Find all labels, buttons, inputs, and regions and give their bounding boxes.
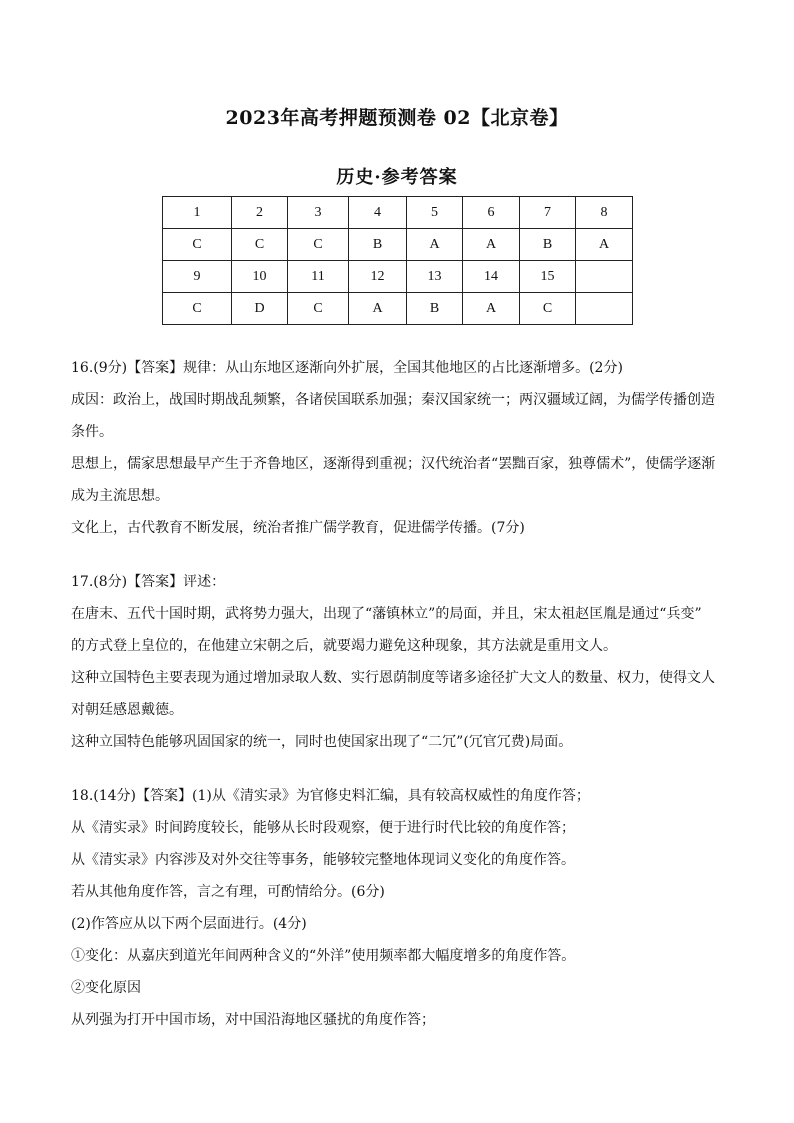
table-cell: A bbox=[349, 293, 407, 325]
table-cell: 12 bbox=[349, 261, 407, 293]
table-cell: C bbox=[163, 293, 232, 325]
table-cell bbox=[576, 261, 633, 293]
table-cell: D bbox=[232, 293, 288, 325]
table-cell: 10 bbox=[232, 261, 288, 293]
answer-line: 成因：政治上，战国时期战乱频繁，各诸侯国联系加强；秦汉国家统一；两汉疆域辽阔，为儒学传播创造 bbox=[71, 392, 715, 408]
table-cell: B bbox=[349, 229, 407, 261]
table-cell: 13 bbox=[407, 261, 463, 293]
table-cell: A bbox=[407, 229, 463, 261]
table-cell: C bbox=[288, 229, 349, 261]
table-row bbox=[163, 229, 633, 261]
answer-line: (2)作答应从以下两个层面进行。(4分) bbox=[71, 916, 307, 932]
answer-line: 若从其他角度作答，言之有理，可酌情给分。(6分) bbox=[71, 884, 385, 900]
table-cell: 2 bbox=[232, 197, 288, 229]
table-cell: 6 bbox=[463, 197, 520, 229]
answer-line: ②变化原因 bbox=[71, 980, 141, 996]
table-cell: B bbox=[407, 293, 463, 325]
table-cell: 9 bbox=[163, 261, 232, 293]
table-cell: B bbox=[520, 229, 576, 261]
table-cell: 1 bbox=[163, 197, 232, 229]
answer-line: 18.(14分)【答案】(1)从《清实录》为官修史料汇编，具有较高权威性的角度作答； bbox=[71, 788, 590, 804]
table-row bbox=[163, 293, 633, 325]
section-gap bbox=[71, 544, 731, 566]
answer-line: 对朝廷感恩戴德。 bbox=[71, 702, 183, 718]
table-cell: 5 bbox=[407, 197, 463, 229]
answer-table bbox=[162, 196, 633, 325]
answer-line: 思想上，儒家思想最早产生于齐鲁地区，逐渐得到重视；汉代统治者“罢黜百家，独尊儒术”，使儒学逐渐 bbox=[71, 456, 716, 472]
answer-q18 bbox=[71, 780, 731, 1036]
table-cell: 11 bbox=[288, 261, 349, 293]
table-cell: 4 bbox=[349, 197, 407, 229]
table-cell: C bbox=[288, 293, 349, 325]
answer-q17 bbox=[71, 566, 731, 758]
answer-line: ①变化：从嘉庆到道光年间两种含义的“外洋”使用频率都大幅度增多的角度作答。 bbox=[71, 948, 576, 964]
answer-line: 的方式登上皇位的，在他建立宋朝之后，就要竭力避免这种现象，其方法就是重用文人。 bbox=[71, 638, 617, 654]
answer-q16 bbox=[71, 352, 731, 544]
table-row bbox=[163, 197, 633, 229]
answer-line: 成为主流思想。 bbox=[71, 488, 169, 504]
answer-line: 文化上，古代教育不断发展，统治者推广儒学教育，促进儒学传播。(7分) bbox=[71, 520, 525, 536]
answer-line: 这种立国特色主要表现为通过增加录取人数、实行恩荫制度等诸多途径扩大文人的数量、权力，使得文人 bbox=[71, 670, 715, 686]
table-cell: 8 bbox=[576, 197, 633, 229]
answer-line: 这种立国特色能够巩固国家的统一，同时也使国家出现了“二冗”(冗官冗费)局面。 bbox=[71, 734, 573, 750]
table-cell: A bbox=[463, 293, 520, 325]
table-cell: 15 bbox=[520, 261, 576, 293]
table-cell: C bbox=[163, 229, 232, 261]
answer-content bbox=[71, 352, 731, 1036]
page-subtitle: 历史·参考答案 bbox=[336, 167, 458, 188]
answer-line: 17.(8分)【答案】评述： bbox=[71, 574, 226, 590]
answer-line: 从《清实录》时间跨度较长，能够从长时段观察，便于进行时代比较的角度作答； bbox=[71, 820, 575, 836]
table-cell: A bbox=[576, 229, 633, 261]
answer-line: 在唐末、五代十国时期，武将势力强大，出现了“藩镇林立”的局面，并且，宋太祖赵匡胤是通过“兵变” bbox=[71, 606, 702, 622]
table-cell: 7 bbox=[520, 197, 576, 229]
answer-line: 从列强为打开中国市场，对中国沿海地区骚扰的角度作答； bbox=[71, 1012, 435, 1028]
table-cell: C bbox=[232, 229, 288, 261]
table-row bbox=[163, 261, 633, 293]
table-cell: 14 bbox=[463, 261, 520, 293]
table-cell: A bbox=[463, 229, 520, 261]
table-cell bbox=[576, 293, 633, 325]
page-title: 2023年高考押题预测卷 02【北京卷】 bbox=[225, 107, 569, 129]
table-cell: 3 bbox=[288, 197, 349, 229]
table-cell: C bbox=[520, 293, 576, 325]
answer-line: 条件。 bbox=[71, 424, 113, 440]
answer-line: 从《清实录》内容涉及对外交往等事务，能够较完整地体现词义变化的角度作答。 bbox=[71, 852, 575, 868]
answer-line: 16.(9分)【答案】规律：从山东地区逐渐向外扩展，全国其他地区的占比逐渐增多。(2分) bbox=[71, 360, 623, 376]
section-gap bbox=[71, 758, 731, 780]
